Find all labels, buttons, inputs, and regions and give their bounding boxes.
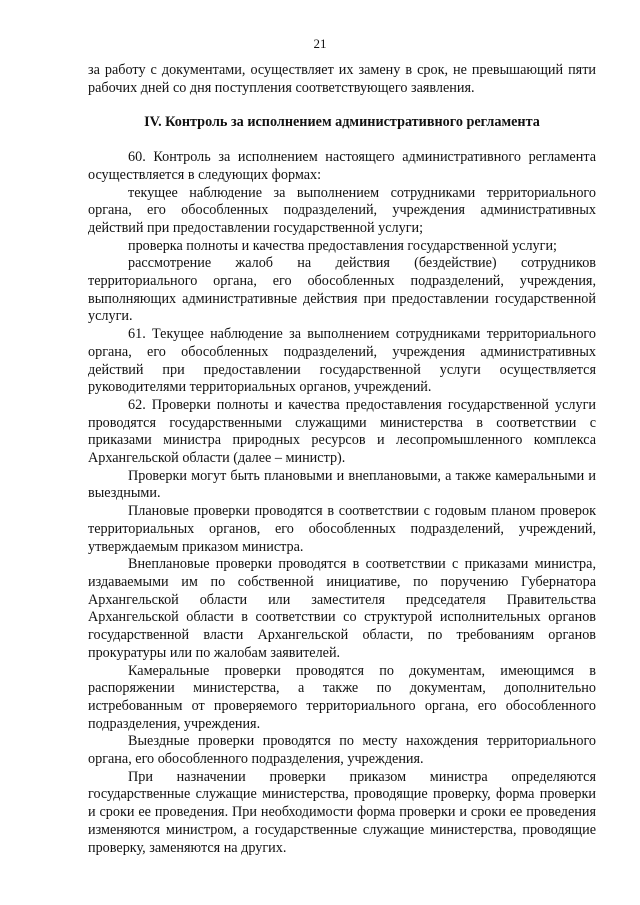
paragraph-form-3: рассмотрение жалоб на действия (бездействие) сотрудников территориального органа, его обособленных подразделений, учреждения, выполняющих административные действия при предоставлении государственной услуги. bbox=[88, 255, 596, 325]
paragraph-form-1: текущее наблюдение за выполнением сотрудниками территориального органа, его обособленных подразделений, учреждения административных действий при предоставлении государственной услуги; bbox=[88, 184, 596, 236]
paragraph-60: 60. Контроль за исполнением настоящего административного регламента осуществляется в следующих формах: bbox=[88, 149, 596, 183]
continuation-paragraph: за работу с документами, осуществляет их замену в срок, не превышающий пяти рабочих дней со дня поступления соответствующего заявления. bbox=[88, 62, 596, 96]
paragraph-inspection-types: Проверки могут быть плановыми и внеплановыми, а также камеральными и выездными. bbox=[88, 467, 596, 502]
paragraph-unplanned-inspections: Внеплановые проверки проводятся в соответствии с приказами министра, издаваемыми им по собственной инициативе, по поручению Губернатора Архангельской области или заместителя председателя Правительства Архангельской области в соответствии со структурой исполнительных органов государственной власти Архангельской области, по требованиям органов прокуратуры или по жалобам заявителей. bbox=[88, 556, 596, 661]
paragraph-desk-inspections: Камеральные проверки проводятся по документам, имеющимся в распоряжении министерства, а также по документам, дополнительно истребованным от проверяемого территориального органа, его обособленного подразделения, учреждения. bbox=[88, 662, 596, 732]
page-number: 21 bbox=[313, 36, 327, 51]
paragraph-62: 62. Проверки полноты и качества предоставления государственной услуги проводятся государственными служащими министерства в соответствии с приказами министра природных ресурсов и лесопромышленного комплекса Архангельской области (далее – министр). bbox=[88, 396, 596, 467]
paragraph-form-2: проверка полноты и качества предоставления государственной услуги; bbox=[128, 237, 558, 254]
paragraph-planned-inspections: Плановые проверки проводятся в соответствии с годовым планом проверок территориальных органов, его обособленных подразделений, учреждений, утверждаемым приказом министра. bbox=[88, 503, 596, 555]
paragraph-field-inspections: Выездные проверки проводятся по месту нахождения территориального органа, его обособленного подразделения, учреждения. bbox=[88, 733, 596, 768]
section-heading: IV. Контроль за исполнением административного регламента bbox=[144, 114, 540, 131]
paragraph-61: 61. Текущее наблюдение за выполнением сотрудниками территориального органа, его обособленных подразделений, учреждения административных действий при предоставлении государственной услуги осуществляется руководителями территориальных органов, учреждений. bbox=[88, 326, 596, 396]
document-body bbox=[88, 62, 596, 857]
paragraph-inspection-assignment: При назначении проверки приказом министра определяются государственные служащие министерства, проводящие проверку, форма проверки и сроки ее проведения. При необходимости форма проверки и сроки ее проведения изменяются министром, а государственные служащие министерства, проводящие проверку, заменяются на других. bbox=[88, 768, 596, 856]
